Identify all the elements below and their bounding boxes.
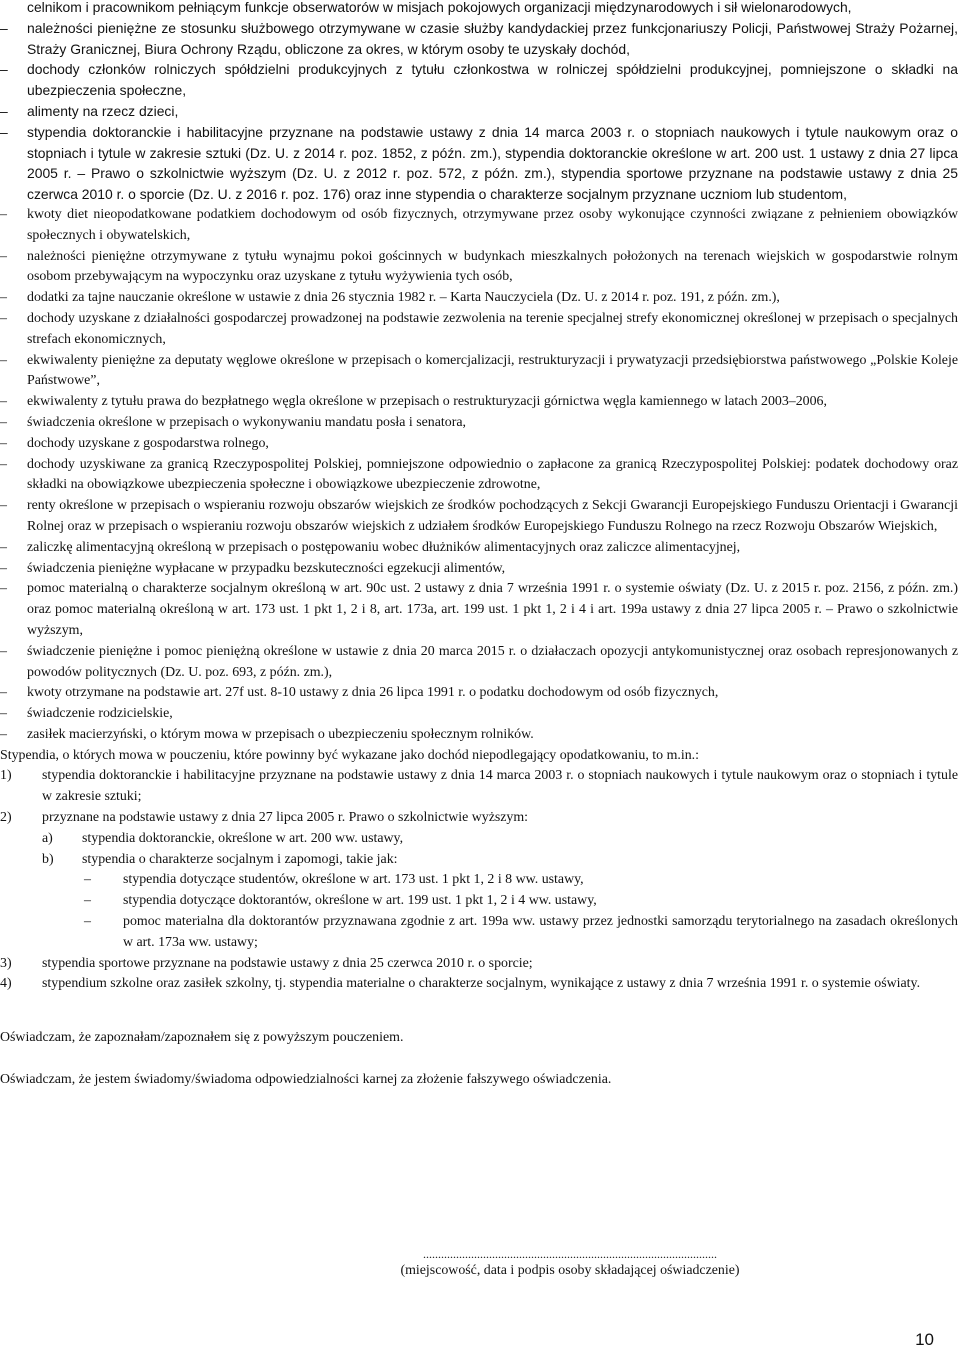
item-text: przyznane na podstawie ustawy z dnia 27 lipca 2005 r. Prawo o szkolnictwie wyższym: xyxy=(42,810,529,826)
list-item xyxy=(0,247,958,289)
dash-bullet: – xyxy=(0,643,7,659)
list-item xyxy=(0,101,958,122)
item-text: dochody członków rolniczych spółdzielni produkcyjnych z tytułu członkostwa w rolniczej spółdzielni produkcyjnej, pomniejszone o składki na ubezpieczenia społeczne, xyxy=(27,61,958,99)
dash-bullet: – xyxy=(84,872,91,888)
page-number: 10 xyxy=(915,1330,934,1349)
item-text: kwoty diet nieopodatkowane podatkiem dochodowym od osób fizycznych, otrzymywane przez osoby wykonujące czynności związane z pełnieniem obowiązków społecznych i obywatelskich, xyxy=(27,206,958,243)
item-text: pomoc materialną o charakterze socjalnym określoną w art. 90c ust. 2 ustawy z dnia 7 września 1991 r. o systemie oświaty (Dz. U. z 2015 r. poz. 2156, z późn. zm.) oraz pomoc materialną określoną w art. 173 ust. 1 pkt 1, 2 i 8, art. 173a, art. 199 ust. 1 pkt 1, 2 i 4 i art. 199a ustawy z dnia 27 lipca 2005 r. – Prawo o szkolnictwie wyższym, xyxy=(27,581,958,638)
list-item xyxy=(0,18,958,60)
list-item xyxy=(0,59,958,101)
list-item xyxy=(0,205,958,247)
item-number: 4) xyxy=(0,976,12,992)
dash-bullet: – xyxy=(0,706,7,722)
item-number: 1) xyxy=(0,768,12,784)
item-text: pomoc materialna dla doktorantów przyznawana zgodnie z art. 199a ww. ustawy przez jednostki samorządu terytorialnego na zasadach określonych w art. 173a ww. ustawy; xyxy=(123,914,958,950)
dash-bullet: – xyxy=(0,61,8,78)
list-item xyxy=(0,434,958,455)
item-text: dochody uzyskane z gospodarstwa rolnego, xyxy=(27,435,269,451)
item-text: zasiłek macierzyński, o którym mowa w przepisach o ubezpieczeniu społecznym rolników. xyxy=(27,726,534,742)
list-item xyxy=(0,642,958,684)
list-item xyxy=(0,559,958,580)
item-text: stypendia dotyczące studentów, określone w art. 173 ust. 1 pkt 1, 2 i 8 ww. ustawy, xyxy=(123,872,584,888)
item-text: dochody uzyskiwane za granicą Rzeczypospolitej Polskiej, pomniejszone odpowiednio o zapłacone za granicą Rzeczypospolitej Polskiej: podatek dochodowy oraz składki na obowiązkowe ubezpieczenia społeczne i obowiązkowe ubezpieczenie zdrowotne, xyxy=(27,456,958,493)
item-text: zaliczkę alimentacyjną określoną w przepisach o postępowaniu wobec dłużników alimentacyjnych oraz zaliczce alimentacyjnej, xyxy=(27,539,741,555)
item-letter: a) xyxy=(42,830,53,846)
dash-bullet: – xyxy=(0,726,7,742)
list-item xyxy=(0,725,958,746)
list-item xyxy=(0,455,958,497)
dash-bullet: – xyxy=(0,123,8,140)
dash-bullet: – xyxy=(0,539,7,555)
item-text: stypendia doktoranckie i habilitacyjne przyznane na podstawie ustawy z dnia 14 marca 2003 r. o stopniach naukowych i tytule naukowym oraz o stopniach i tytule w zakresie sztuki (Dz. U. z 2014 r. poz. 1852, z późn. zm.), stypendia doktoranckie określone w art. 200 ust. 1 ustawy z dnia 27 lipca 2005 r. – Prawo o szkolnictwie wyższym (Dz. U. z 2012 r. poz. 572, z późn. zm.), stypendia sportowe przyznane na podstawie ustawy z dnia 25 czerwca 2010 r. o sporcie (Dz. U. z 2016 r. poz. 176) oraz inne stypendia o charakterze socjalnym przyznane uczniom lub studentom, xyxy=(27,123,958,203)
item-text: świadczenie pieniężne i pomoc pieniężną określone w ustawie z dnia 20 marca 2015 r. o działaczach opozycji antykomunistycznej oraz osobach represjonowanych z powodów politycznych (Dz. U. poz. 693, z późn. zm.), xyxy=(27,643,958,680)
scholarship-intro: Stypendia, o których mowa w pouczeniu, które powinny być wykazane jako dochód niepodlegający opodatkowaniu, to m.in.: xyxy=(0,747,699,763)
dash-bullet: – xyxy=(84,893,91,909)
numbered-item xyxy=(0,954,958,975)
item-text: renty określone w przepisach o wspieraniu rozwoju obszarów wiejskich ze środków pochodzących z Sekcji Gwarancji Europejskiego Funduszu Orientacji i Gwarancji Rolnej oraz w przepisach o wspieraniu rozwoju obszarów wiejskich z udziałem środków Europejskiego Funduszu Rolnego na rzecz Rozwoju Obszarów Wiejskich, xyxy=(27,498,958,534)
list-item xyxy=(0,392,958,413)
list-item xyxy=(0,288,958,309)
item-number: 2) xyxy=(0,810,12,826)
dash-bullet: – xyxy=(0,435,7,451)
dash-bullet: – xyxy=(0,352,7,368)
dash-bullet: – xyxy=(0,102,8,119)
item-letter: b) xyxy=(42,851,54,867)
list-item xyxy=(0,413,958,434)
item-text: dochody uzyskane z działalności gospodarczej prowadzonej na podstawie zezwolenia na terenie specjalnej strefy ekonomicznej określonej w przepisach o specjalnych strefach ekonomicznych, xyxy=(27,310,958,347)
dash-bullet: – xyxy=(0,19,8,36)
list-item xyxy=(0,579,958,641)
item-text: ekwiwalenty pieniężne za deputaty węglowe określone w przepisach o komercjalizacji, restrukturyzacji i prywatyzacji przedsiębiorstwa państwowego „Polskie Koleje Państwowe”, xyxy=(27,352,958,389)
signature-caption: (miejscowość, data i podpis osoby składającej oświadczenie) xyxy=(400,1263,740,1278)
item-text: stypendia sportowe przyznane na podstawie ustawy z dnia 25 czerwca 2010 r. o sporcie; xyxy=(42,955,533,971)
declaration-read-instructions: Oświadczam, że zapoznałam/zapoznałem się z powyższym pouczeniem. xyxy=(0,1030,404,1046)
list-item xyxy=(0,683,958,704)
item-text: dodatki za tajne nauczanie określone w ustawie z dnia 26 stycznia 1982 r. – Karta Nauczyciela (Dz. U. z 2014 r. poz. 191, z późn. zm.), xyxy=(27,290,780,306)
numbered-item xyxy=(0,808,958,829)
item-text: świadczenia pieniężne wypłacane w przypadku bezskuteczności egzekucji alimentów, xyxy=(27,560,506,576)
sub-sub-item xyxy=(0,891,958,912)
item-text: stypendia dotyczące doktorantów, określone w art. 199 ust. 1 pkt 1, 2 i 4 ww. ustawy, xyxy=(123,893,597,909)
item-text: stypendia doktoranckie i habilitacyjne przyznane na podstawie ustawy z dnia 14 marca 2003 r. o stopniach naukowych i tytule naukowym oraz o stopniach i tytule w zakresie sztuki; xyxy=(42,768,958,805)
item-text: ekwiwalenty z tytułu prawa do bezpłatnego węgla określone w przepisach o restrukturyzacji górnictwa węgla kamiennego w latach 2003–2006, xyxy=(27,394,827,410)
declaration-criminal-liability: Oświadczam, że jestem świadomy/świadoma odpowiedzialności karnej za złożenie fałszywego oświadczenia. xyxy=(0,1072,612,1088)
item-text: świadczenia określone w przepisach o wykonywaniu mandatu posła i senatora, xyxy=(27,414,466,430)
sub-item-a xyxy=(0,829,958,850)
dash-bullet: – xyxy=(0,498,7,514)
list-item xyxy=(0,538,958,559)
dash-bullet: – xyxy=(84,914,91,930)
list-item xyxy=(0,496,958,538)
item-text: stypendium szkolne oraz zasiłek szkolny, tj. stypendia materialne o charakterze socjalnym, wynikające z ustawy z dnia 7 września 1991 r. o systemie oświaty. xyxy=(42,976,921,992)
dash-bullet: – xyxy=(0,685,7,701)
numbered-item xyxy=(0,766,958,808)
sub-item-b xyxy=(0,850,958,871)
dash-bullet: – xyxy=(0,394,7,410)
list-item xyxy=(0,351,958,393)
item-text: należności pieniężne otrzymywane z tytułu wynajmu pokoi gościnnych w budynkach mieszkalnych położonych na terenach wiejskich w gospodarstwie rolnym osobom przebywającym na wypoczynku oraz uzyskane z tytułu wyżywienia tych osób, xyxy=(27,248,958,285)
item-text: kwoty otrzymane na podstawie art. 27f ust. 8-10 ustawy z dnia 26 lipca 1991 r. o podatku dochodowym od osób fizycznych, xyxy=(27,685,719,701)
item-text: stypendia o charakterze socjalnym i zapomogi, takie jak: xyxy=(82,851,398,867)
numbered-item xyxy=(0,974,958,995)
sub-sub-item xyxy=(0,870,958,891)
item-text: stypendia doktoranckie, określone w art. 200 ww. ustawy, xyxy=(82,830,404,846)
item-text: świadczenie rodzicielskie, xyxy=(27,706,173,722)
list-item xyxy=(0,0,958,18)
dash-bullet: – xyxy=(0,560,7,576)
item-text: alimenty na rzecz dzieci, xyxy=(27,102,179,119)
dash-bullet: – xyxy=(0,206,7,222)
item-text: należności pieniężne ze stosunku służbowego otrzymywane w czasie służby kandydackiej przez funkcjonariuszy Policji, Państwowej Straży Pożarnej, Straży Granicznej, Biura Ochrony Rządu, obliczone za okres, w którym osoby te uzyskały dochód, xyxy=(27,19,958,57)
dash-bullet: – xyxy=(0,456,7,472)
item-number: 3) xyxy=(0,955,12,971)
dash-bullet: – xyxy=(0,310,7,326)
dash-bullet: – xyxy=(0,581,7,597)
dash-bullet: – xyxy=(0,248,7,264)
list-item xyxy=(0,704,958,725)
list-item xyxy=(0,122,958,205)
list-item xyxy=(0,309,958,351)
dash-bullet: – xyxy=(0,290,7,306)
signature-block xyxy=(350,1247,790,1282)
dash-bullet: – xyxy=(0,414,7,430)
signature-line: .................................................................................................. xyxy=(423,1247,717,1261)
item-text: celnikom i pracownikom pełniącym funkcje obserwatorów w misjach pokojowych organizacji międzynarodowych i sił wielonarodowych, xyxy=(27,0,852,15)
sub-sub-item xyxy=(0,912,958,954)
